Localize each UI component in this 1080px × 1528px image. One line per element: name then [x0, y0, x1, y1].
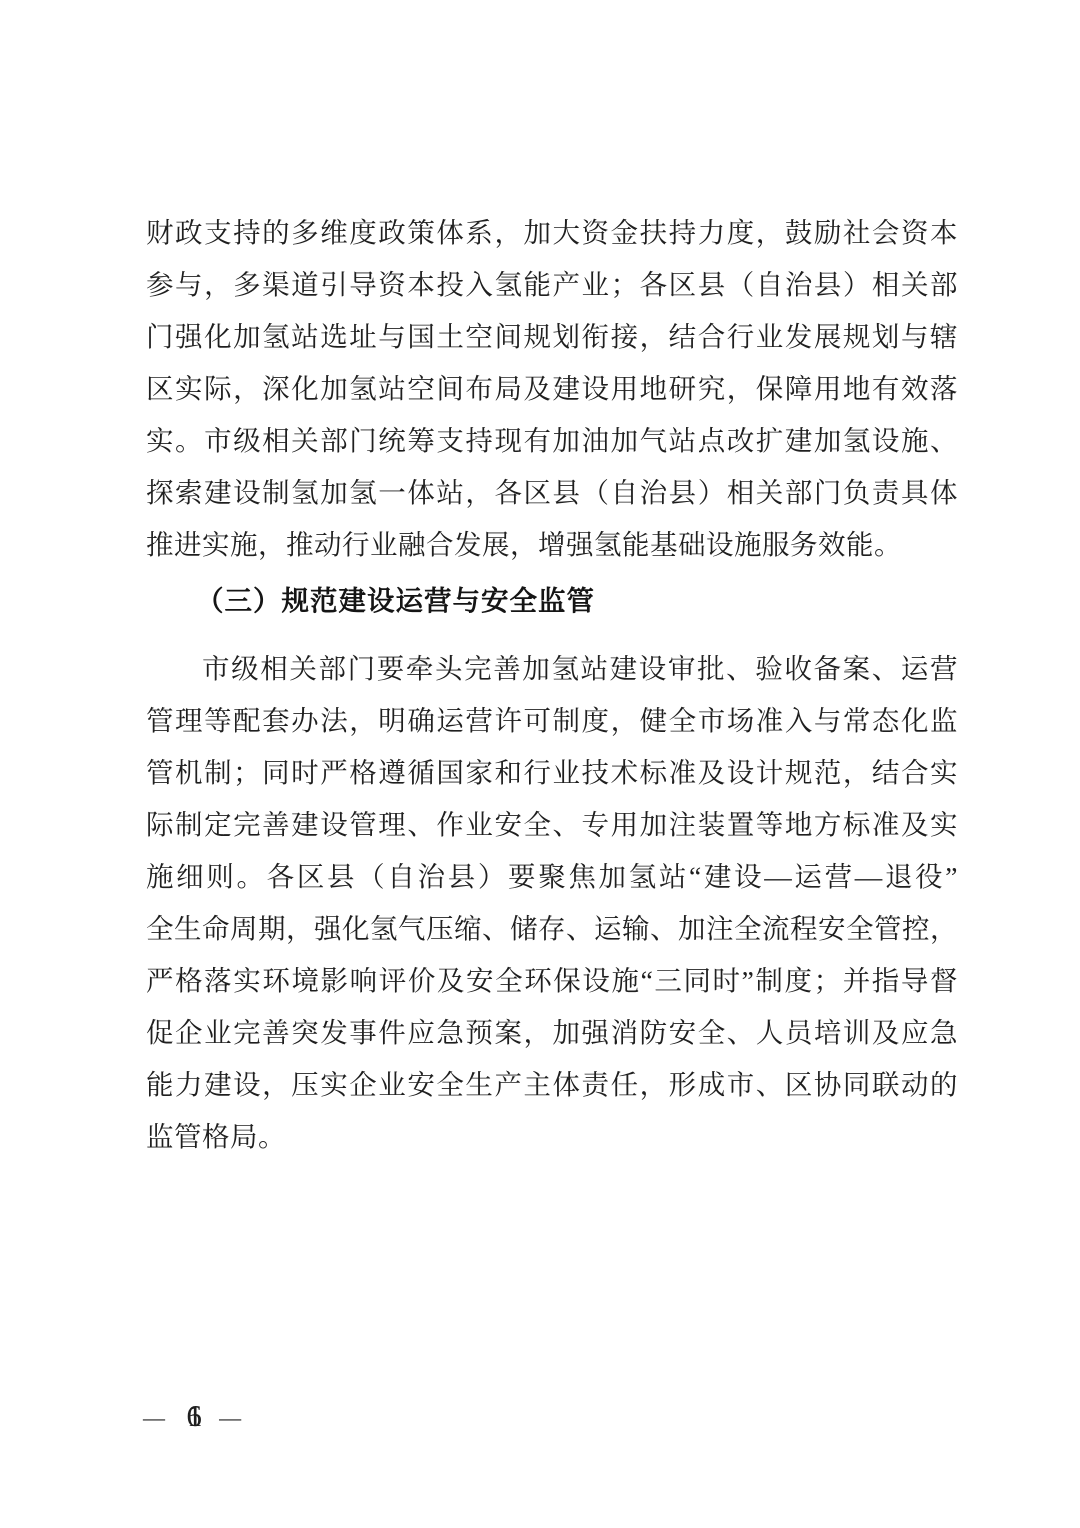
text-line: 促企业完善突发事件应急预案，加强消防安全、人员培训及应急	[146, 1017, 958, 1048]
text-line: 实。市级相关部门统筹支持现有加油加气站点改扩建加氢设施、	[146, 425, 958, 456]
text-line: 参与，多渠道引导资本投入氢能产业；各区县（自治县）相关部	[146, 269, 958, 300]
text-line: 严格落实环境影响评价及安全环保设施“三同时”制度；并指导督	[146, 965, 958, 996]
text-line: 全生命周期，强化氢气压缩、储存、运输、加注全流程安全管控，	[146, 913, 958, 944]
document-body	[146, 207, 958, 1163]
section-heading-three: （三）规范建设运营与安全监管	[196, 585, 595, 616]
text-line: 管理等配套办法，明确运营许可制度，健全市场准入与常态化监	[146, 705, 958, 736]
paragraph-safety-regulation	[146, 643, 958, 1163]
text-line: 推进实施，推动行业融合发展，增强氢能基础设施服务效能。	[146, 529, 902, 560]
footer-dash-right: —	[219, 1405, 242, 1430]
text-line: 际制定完善建设管理、作业安全、专用加注装置等地方标准及实	[146, 809, 958, 840]
page-footer	[143, 1396, 241, 1436]
footer-dash-left: —	[143, 1405, 165, 1430]
text-line: 管机制；同时严格遵循国家和行业技术标准及设计规范，结合实	[146, 757, 958, 788]
text-line: 施细则。各区县（自治县）要聚焦加氢站“建设—运营—退役”	[146, 861, 958, 892]
text-line: 区实际，深化加氢站空间布局及建设用地研究，保障用地有效落	[146, 373, 958, 404]
text-line: 探索建设制氢加氢一体站，各区县（自治县）相关部门负责具体	[146, 477, 958, 508]
text-line: 门强化加氢站选址与国土空间规划衔接，结合行业发展规划与辖	[146, 321, 958, 352]
text-line: 能力建设，压实企业安全生产主体责任，形成市、区协同联动的	[146, 1069, 958, 1100]
text-line: 市级相关部门要牵头完善加氢站建设审批、验收备案、运营	[202, 653, 958, 684]
text-line: 监管格局。	[146, 1121, 286, 1152]
page-number	[187, 1396, 203, 1436]
paragraph-fiscal-support	[146, 207, 958, 571]
text-line: 财政支持的多维度政策体系，加大资金扶持力度，鼓励社会资本	[146, 217, 958, 248]
